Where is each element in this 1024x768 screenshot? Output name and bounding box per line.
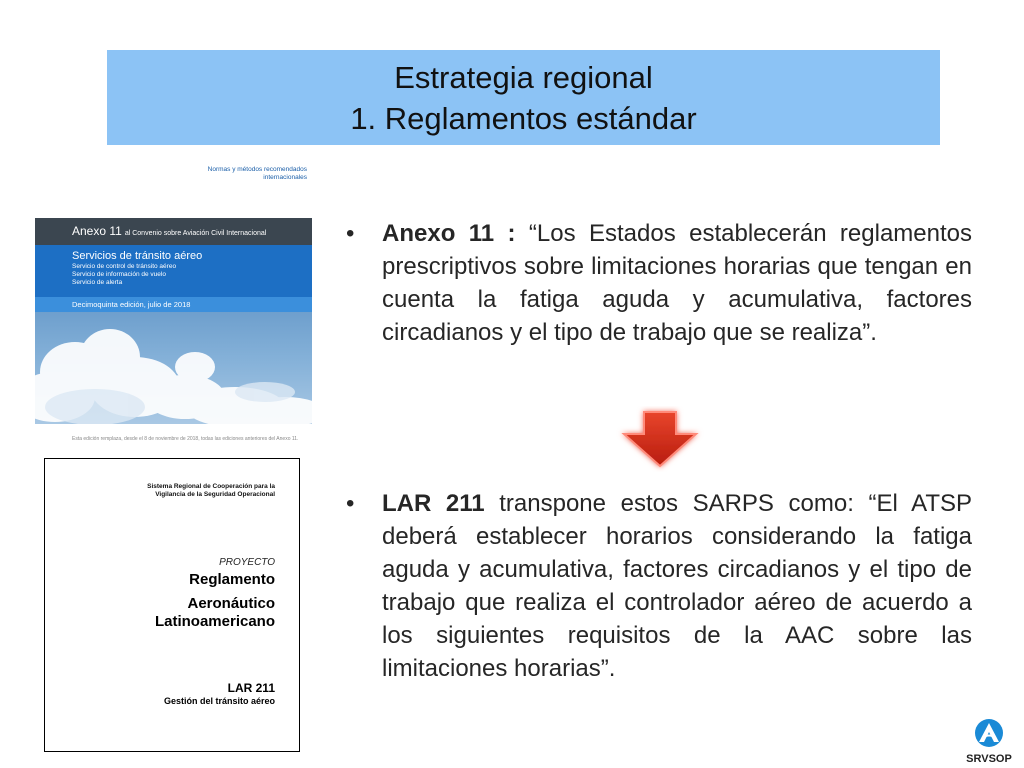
lar-subtitle: Gestión del tránsito aéreo bbox=[163, 696, 275, 706]
bullet-lar-211 bbox=[382, 487, 972, 685]
cover-services-title: Servicios de tránsito aéreo bbox=[72, 250, 203, 262]
bullet-2-text: transpone estos SARPS como: “El ATSP deberá establecer horarios considerando la fatiga aguda y acumulativa, factores circadianos y el tipo de trabajo que realiza el controlador aéreo de acuerdo a los siguientes requisitos de la AAC sobre las limitaciones horarias”. bbox=[382, 490, 973, 682]
title-line-2: 1. Reglamentos estándar bbox=[350, 100, 697, 136]
bullet-1-lead: Anexo 11 : bbox=[382, 220, 516, 247]
srvsop-logo bbox=[956, 718, 1022, 766]
cover-service-item: Servicio de información de vuelo bbox=[72, 271, 166, 278]
lar-211-cover bbox=[44, 458, 300, 752]
lar-code: LAR 211 bbox=[227, 681, 275, 695]
bullet-1-text: “Los Estados establecerán reglamentos prescriptivos sobre limitaciones horarias que tengan en cuenta la fatiga aguda y acumulativa, factores circadianos y el tipo de trabajo que se realiza”. bbox=[382, 220, 973, 346]
srvsop-logo-icon bbox=[973, 718, 1005, 748]
cover-bottom-note: Esta edición remplaza, desde el 8 de noviembre de 2018, todas las ediciones anteriores del Anexo 11. bbox=[72, 436, 299, 442]
cover-annex-band bbox=[35, 218, 312, 245]
cover-service-item: Servicio de alerta bbox=[72, 279, 123, 286]
lar-project: PROYECTO bbox=[219, 557, 275, 568]
lar-system: Sistema Regional de Cooperación para la Vigilancia de la Seguridad Operacional bbox=[147, 483, 275, 498]
lar-regulation-title bbox=[75, 571, 275, 631]
cover-clouds-image bbox=[35, 312, 312, 424]
srvsop-logo-text: SRVSOP bbox=[966, 753, 1012, 765]
arrow-down-icon bbox=[614, 406, 706, 472]
cover-annex-label: Anexo 11 bbox=[72, 224, 122, 238]
slide-title bbox=[107, 50, 940, 145]
cover-service-item: Servicio de control de tránsito aéreo bbox=[72, 263, 177, 270]
annex-11-cover bbox=[35, 160, 312, 450]
cover-annex-rest: al Convenio sobre Aviación Civil Internacional bbox=[124, 230, 267, 237]
bullet-2-lead: LAR 211 bbox=[382, 490, 485, 517]
cover-services-band bbox=[35, 245, 312, 297]
cover-edition: Decimoquinta edición, julio de 2018 bbox=[35, 297, 312, 312]
title-line-1: Estrategia regional bbox=[394, 59, 653, 95]
lar-reg-line-2: Aeronáutico Latinoamericano bbox=[154, 595, 275, 630]
cover-top-note: Normas y métodos recomendados internacionales bbox=[207, 166, 307, 181]
bullet-annex-11 bbox=[382, 217, 972, 349]
lar-reg-line-1: Reglamento bbox=[189, 571, 275, 588]
